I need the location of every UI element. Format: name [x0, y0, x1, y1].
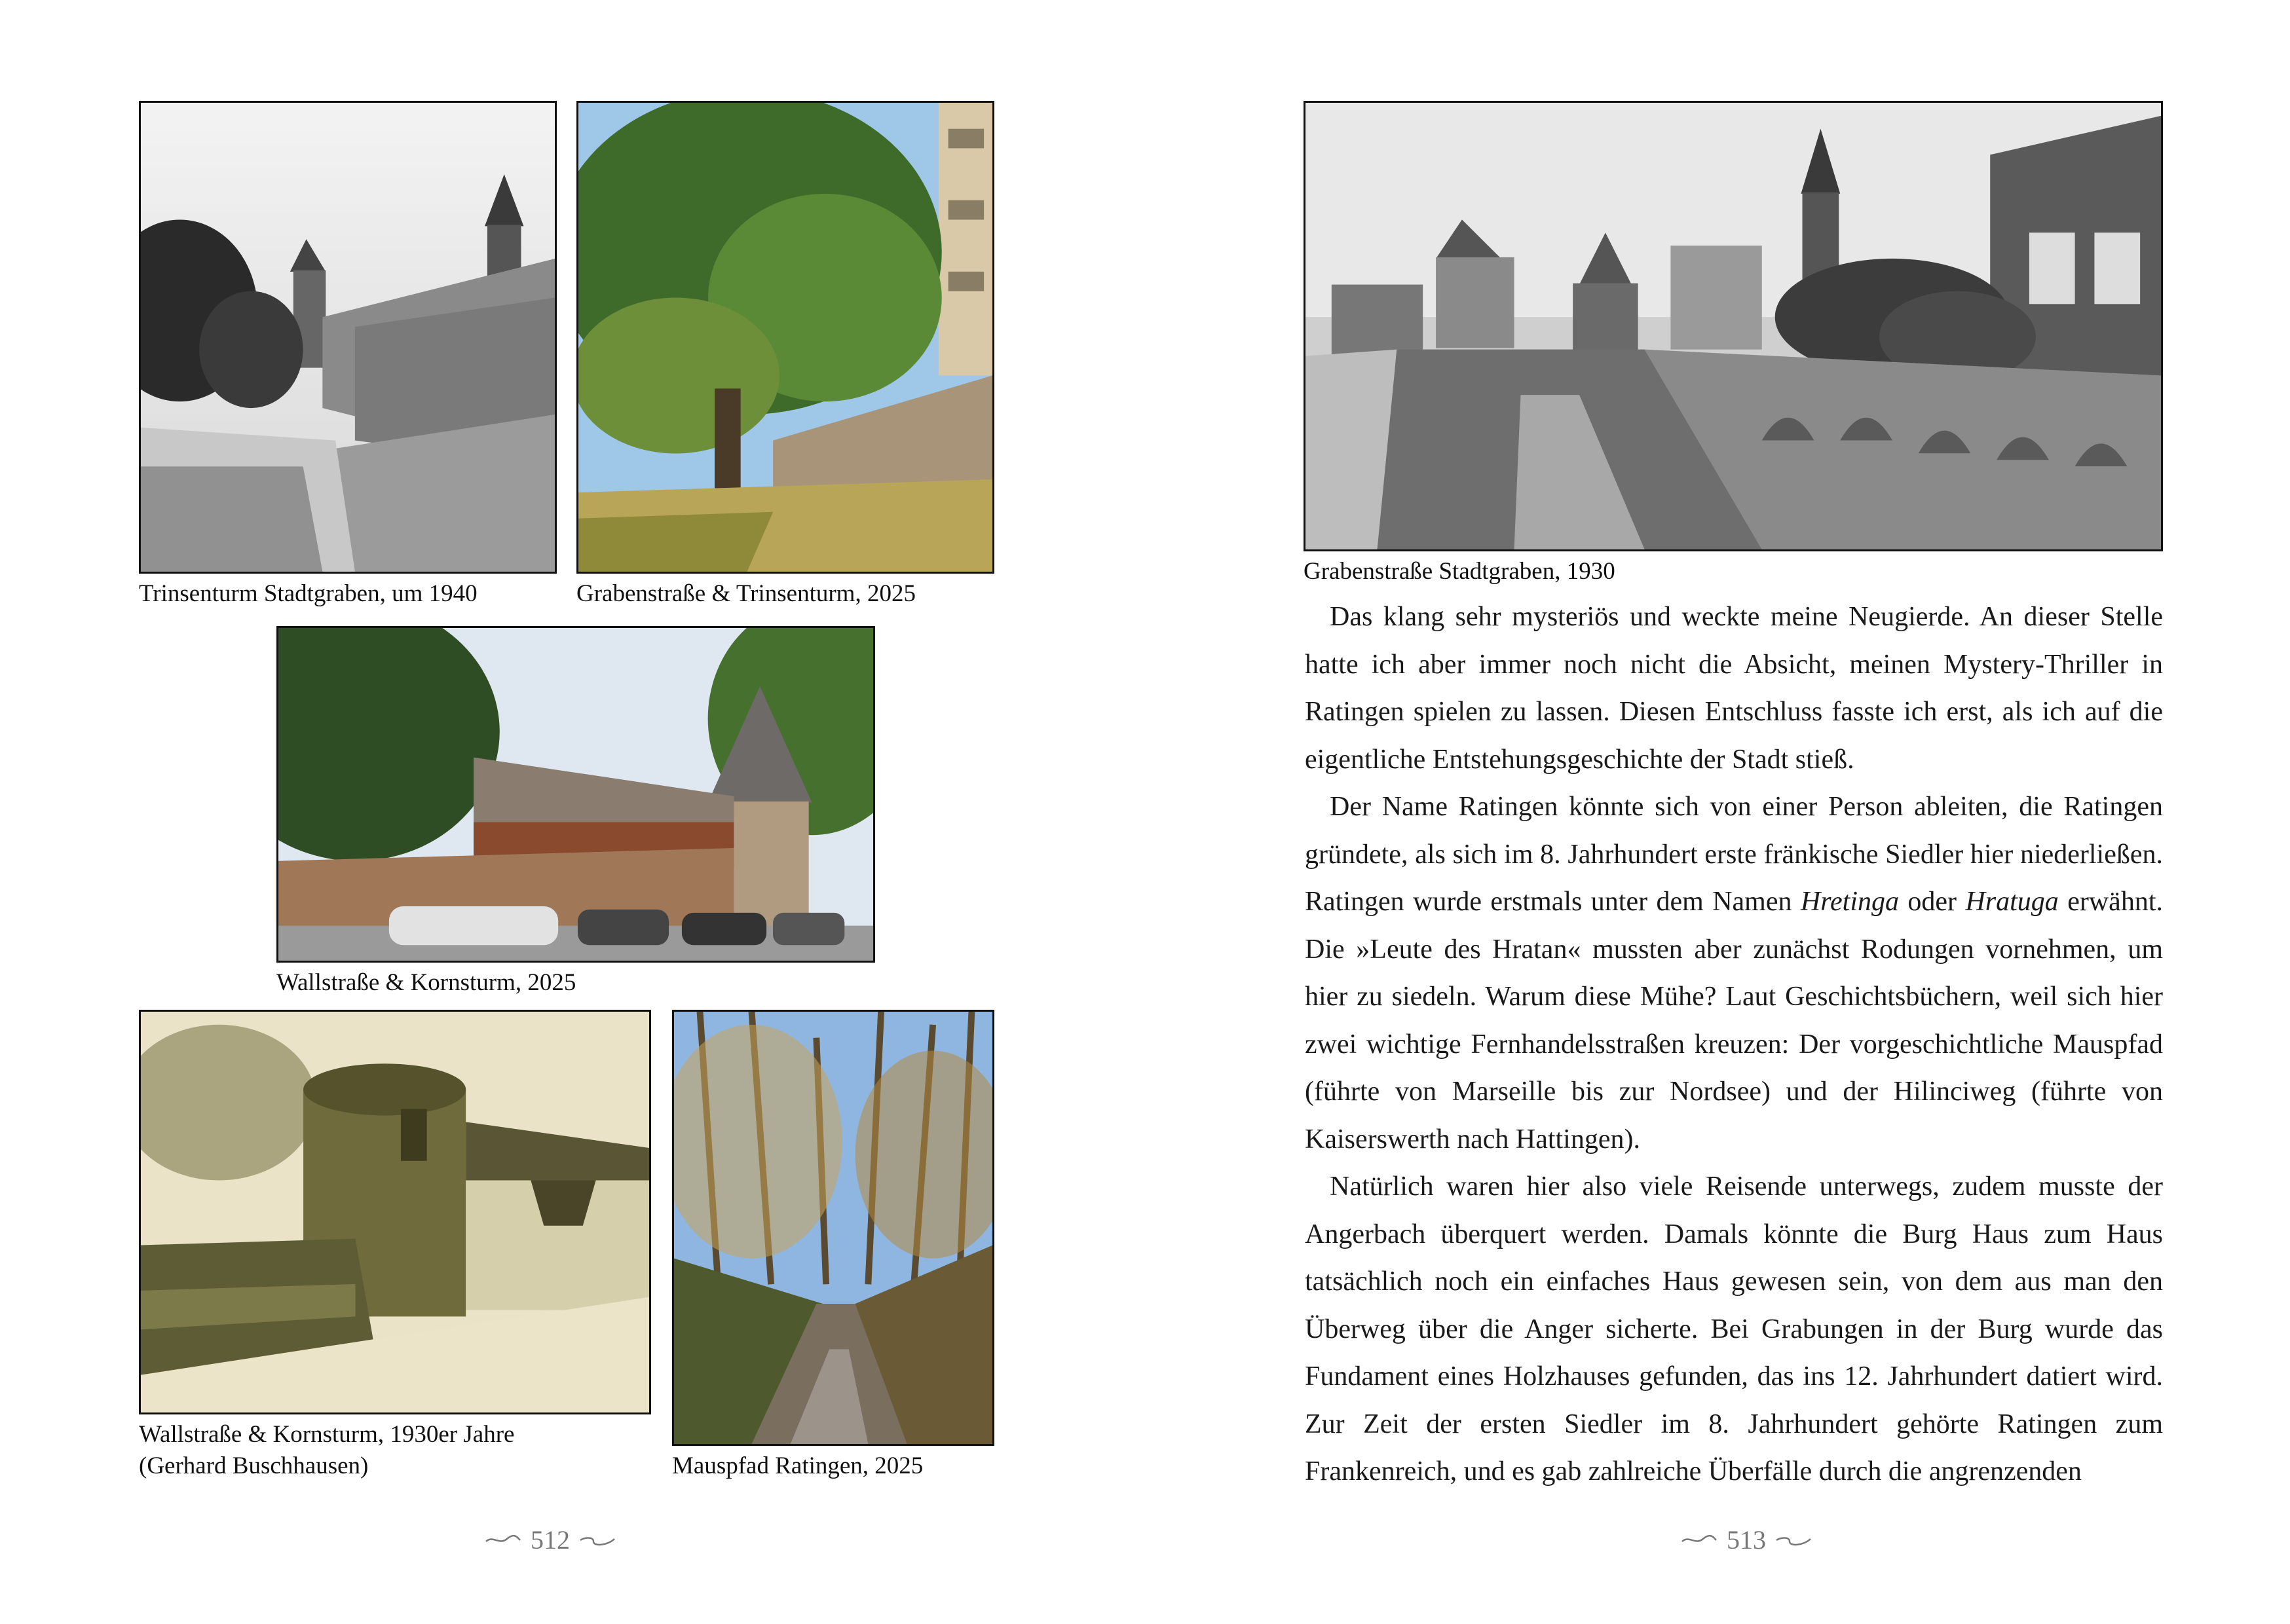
bw-photo-city-wall-moat	[141, 103, 555, 572]
swash-ornament-icon	[1775, 1534, 1812, 1547]
paragraph-3: Natürlich waren hier also viele Reisende unterwegs, zudem musste der Angerbach überquert werden. Damals könnte die Burg Haus zum Haus tatsächlich noch ein einfaches Haus gewesen sein, von dem aus man den Überweg über die Anger sicherte. Bei Grabungen in der Burg wurde das Fundament eines Holzhauses gefunden, das ins 12. Jahrhundert datiert wird. Zur Zeit der ersten Siedler im 8. Jahrhundert gehörte Ratingen zum Frankenreich, und es gab zahlreiche Überfälle durch die angrenzenden	[1305, 1172, 2163, 1486]
page-number-left	[485, 1524, 616, 1555]
page-number-512: 512	[531, 1525, 570, 1555]
color-photo-tree-wall	[578, 103, 992, 572]
caption-large-photo: Grabenstraße Stadtgraben, 1930	[1304, 558, 1615, 585]
caption-photo-3: Wallstraße & Kornsturm, 2025	[276, 969, 576, 996]
photo-wallstrasse-2025	[276, 626, 875, 963]
sepia-photo-ruined-tower	[141, 1012, 649, 1412]
photo-mauspfad-2025	[672, 1010, 994, 1446]
page-number-right	[1681, 1524, 1812, 1555]
paragraph-2-part-1: Der Name Ratingen könnte sich von einer Person ableiten, die Ratingen gründete, als sich im 8. Jahrhundert erste fränkische Siedler hier niederließen. Ratingen wurde erstmals unter dem Namen	[1305, 792, 2163, 917]
photo-grabenstrasse-1930	[1304, 101, 2163, 551]
paragraph-2-part-3: erwähnt. Die »Leute des Hratan« mussten aber zunächst Rodungen vornehmen, um hier zu siedeln. Warum diese Mühe? Laut Geschichtsbüchern, weil sich hier zwei wichtige Fernhandelsstraßen kreuzen: Der vorgeschichtliche Mauspfad (führte von Marseille bis zur Nordsee) und der Hilinciweg (führte von Kaiserswerth nach Hattingen).	[1305, 887, 2163, 1154]
italic-hretinga: Hretinga	[1800, 887, 1899, 917]
caption-photo-1: Trinsenturm Stadtgraben, um 1940	[139, 580, 478, 607]
caption-photo-4-line-2: (Gerhard Buschhausen)	[139, 1452, 369, 1479]
paragraph-2	[1305, 783, 2163, 1163]
caption-photo-2: Grabenstraße & Trinsenturm, 2025	[576, 580, 916, 607]
caption-photo-4-line-1: Wallstraße & Kornsturm, 1930er Jahre	[139, 1421, 515, 1448]
paragraph-2-part-2: oder	[1899, 887, 1966, 917]
photo-grabenstrasse-2025	[576, 101, 994, 574]
bw-photo-street-moat-church	[1305, 103, 2161, 549]
photo-trinsenturm-1940	[139, 101, 557, 574]
right-page	[1145, 0, 2290, 1624]
color-photo-forest-path	[674, 1012, 992, 1444]
color-photo-wall-tower-cars	[278, 628, 873, 961]
italic-hratuga: Hratuga	[1965, 887, 2059, 917]
caption-photo-5: Mauspfad Ratingen, 2025	[672, 1452, 924, 1479]
swash-ornament-icon	[1681, 1534, 1718, 1547]
swash-ornament-icon	[485, 1534, 521, 1547]
photo-wallstrasse-1930er	[139, 1010, 651, 1414]
paragraph-1: Das klang sehr mysteriös und weckte meine Neugierde. An dieser Stelle hatte ich aber immer noch nicht die Absicht, meinen Mystery-Thriller in Ratingen spielen zu lassen. Diesen Entschluss fasste ich erst, als ich auf die eigentliche Entstehungsgeschichte der Stadt stieß.	[1305, 602, 2163, 775]
page-number-513: 513	[1727, 1525, 1766, 1555]
body-text	[1305, 593, 2163, 1496]
swash-ornament-icon	[579, 1534, 616, 1547]
